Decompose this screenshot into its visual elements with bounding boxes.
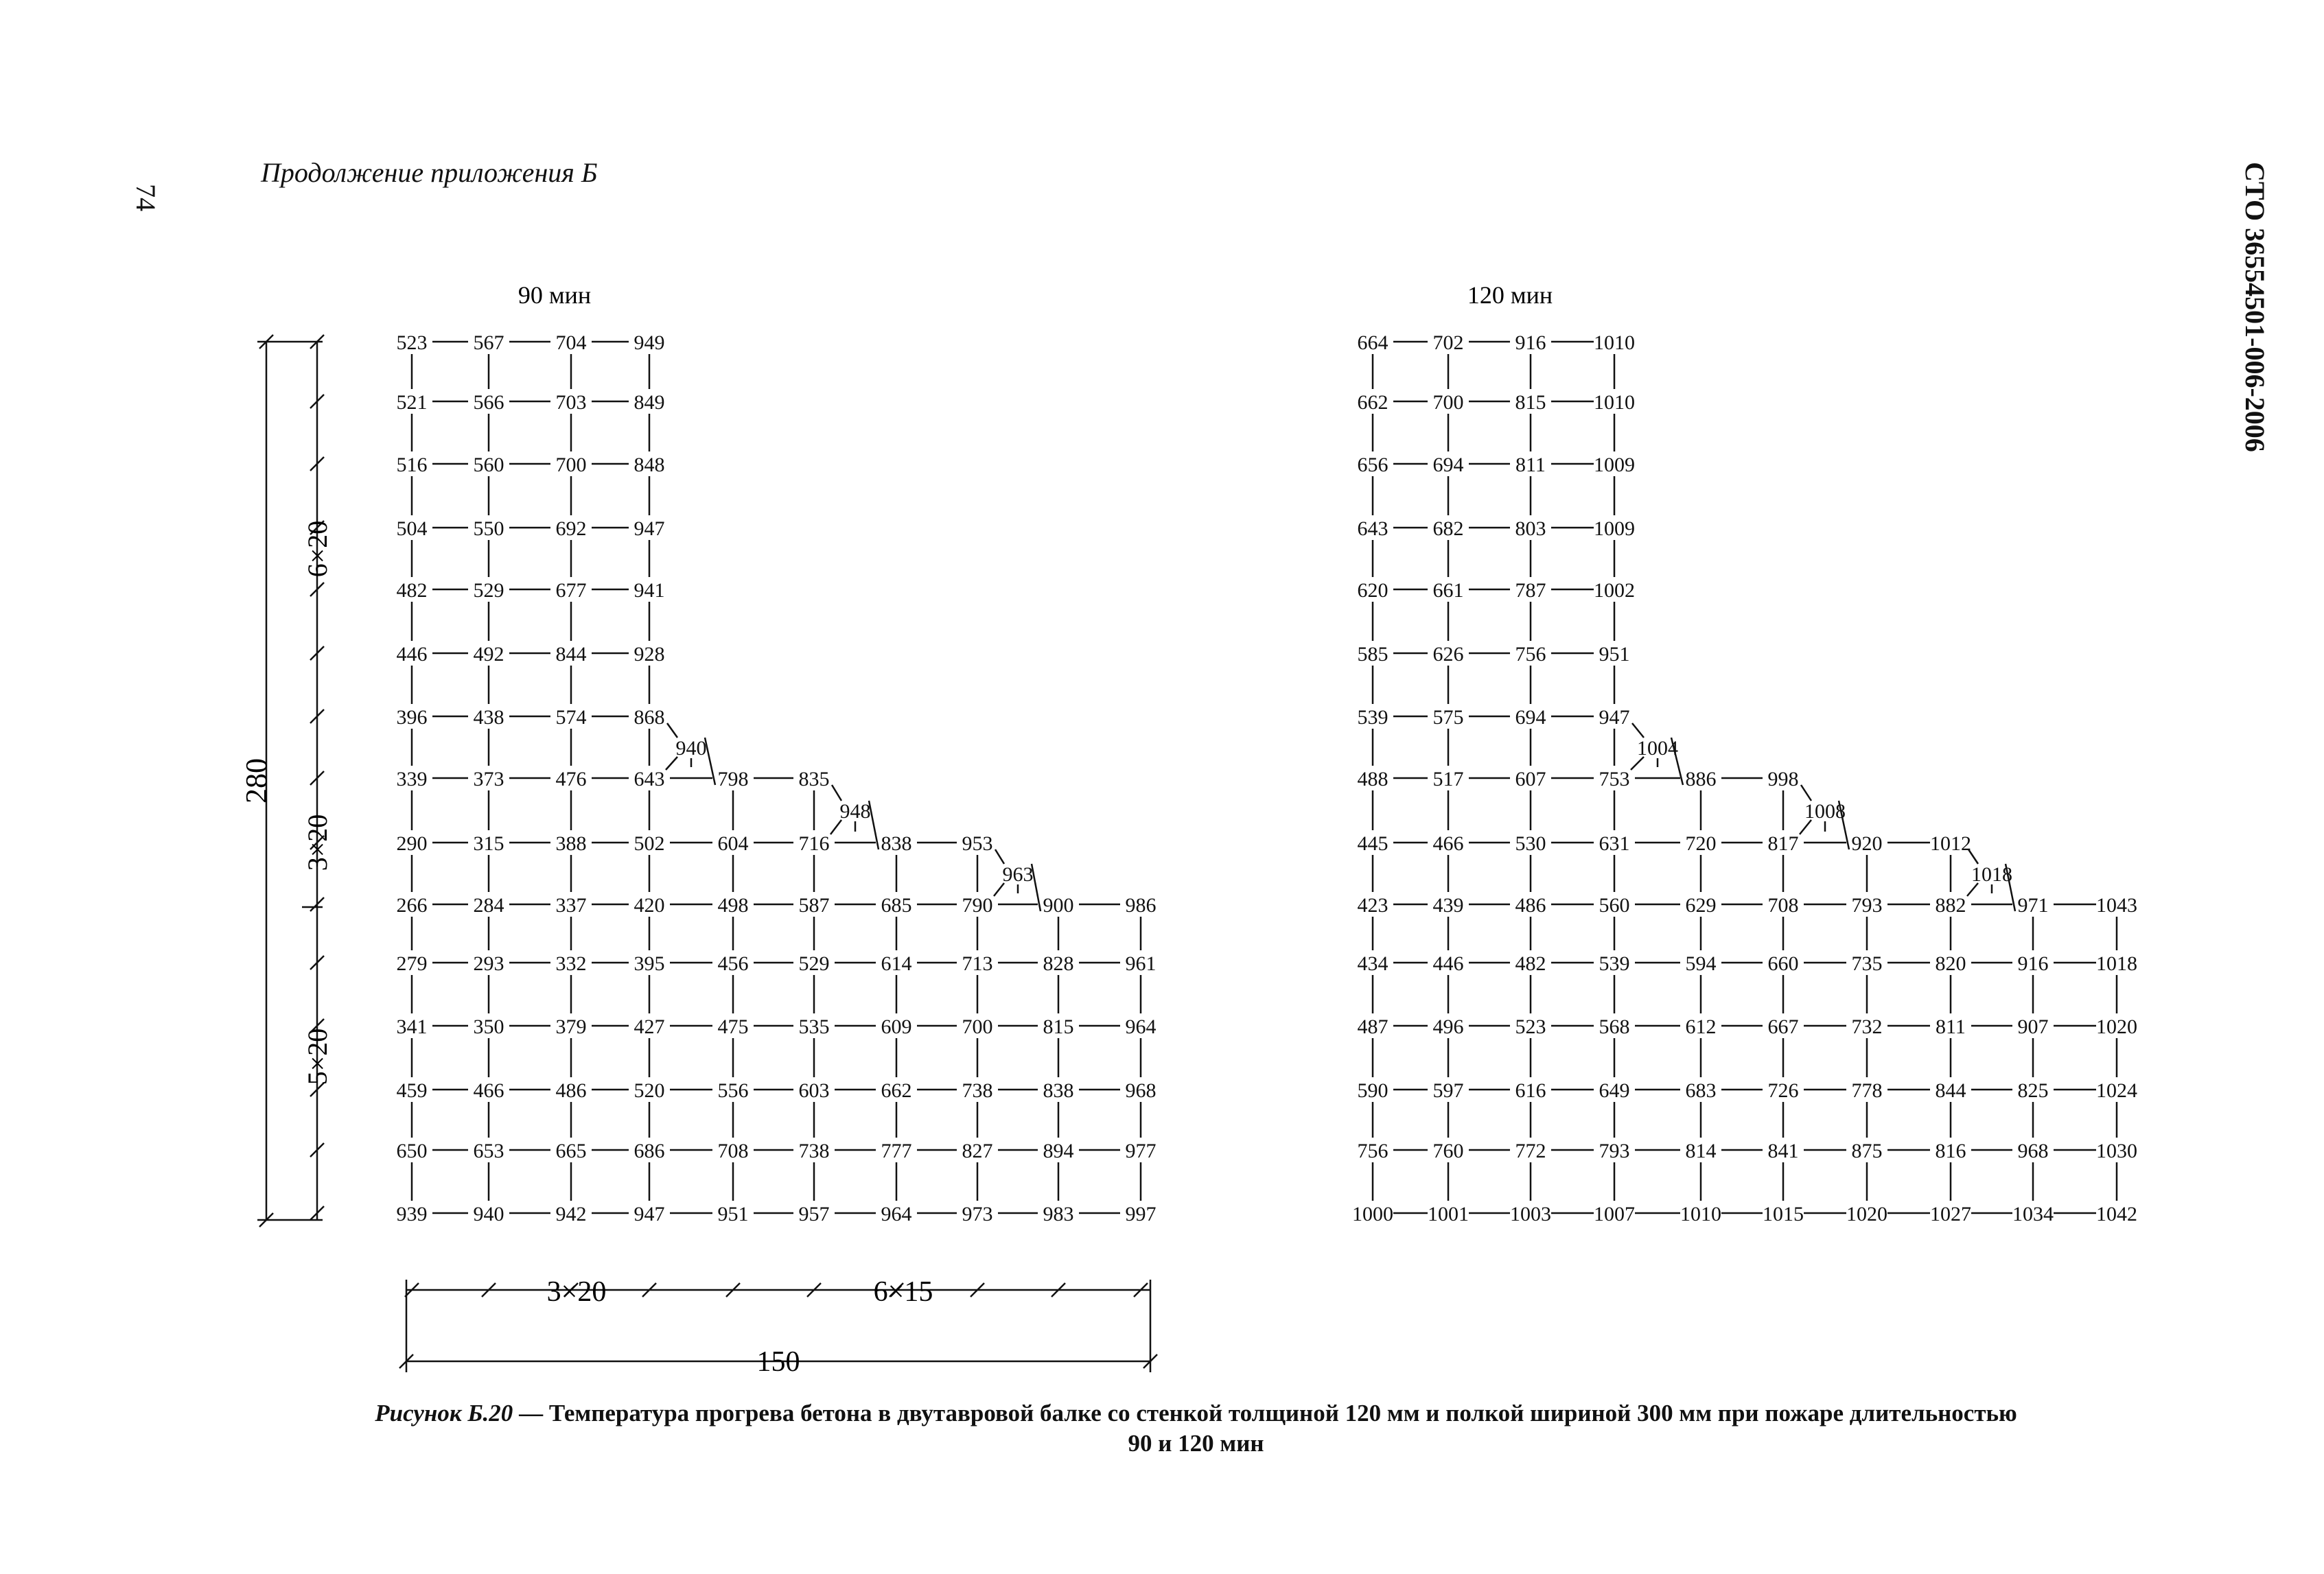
node-value: 886 bbox=[1685, 768, 1717, 790]
node-value: 907 bbox=[2017, 1015, 2049, 1038]
node-value: 560 bbox=[473, 454, 504, 476]
node-value: 825 bbox=[2017, 1079, 2049, 1102]
node-value: 817 bbox=[1767, 832, 1799, 855]
node-value: 1018 bbox=[2096, 952, 2137, 975]
node-value: 456 bbox=[717, 952, 749, 975]
node-value: 814 bbox=[1685, 1140, 1717, 1162]
dim-width-right: 6×15 bbox=[873, 1276, 933, 1308]
node-value: 968 bbox=[1125, 1079, 1157, 1102]
node-value: 947 bbox=[1599, 706, 1630, 729]
page-number: 74 bbox=[130, 184, 161, 211]
node-value: 396 bbox=[396, 706, 428, 729]
node-value: 350 bbox=[473, 1015, 504, 1038]
grid-title-90: 90 мин bbox=[518, 281, 592, 309]
slope-node-value: 1004 bbox=[1637, 737, 1678, 760]
node-value: 916 bbox=[1515, 331, 1546, 354]
node-value: 486 bbox=[1515, 894, 1546, 917]
node-value: 529 bbox=[473, 579, 504, 602]
node-value: 434 bbox=[1357, 952, 1388, 975]
node-value: 790 bbox=[962, 894, 993, 917]
node-value: 486 bbox=[555, 1079, 587, 1102]
node-value: 928 bbox=[634, 643, 665, 666]
dim-total-width: 150 bbox=[756, 1346, 800, 1378]
node-value: 560 bbox=[1599, 894, 1630, 917]
node-value: 1027 bbox=[1930, 1203, 1971, 1225]
node-value: 1043 bbox=[2096, 894, 2137, 917]
node-value: 502 bbox=[634, 832, 665, 855]
node-value: 523 bbox=[1515, 1015, 1546, 1038]
node-value: 662 bbox=[1357, 391, 1388, 414]
node-value: 798 bbox=[717, 768, 749, 790]
node-value: 803 bbox=[1515, 517, 1546, 540]
node-value: 594 bbox=[1685, 952, 1717, 975]
node-value: 616 bbox=[1515, 1079, 1546, 1102]
node-value: 973 bbox=[962, 1203, 993, 1225]
node-value: 664 bbox=[1357, 331, 1388, 354]
node-value: 677 bbox=[555, 579, 587, 602]
node-value: 539 bbox=[1357, 706, 1388, 729]
node-value: 629 bbox=[1685, 894, 1717, 917]
node-value: 702 bbox=[1432, 331, 1464, 354]
node-value: 720 bbox=[1685, 832, 1717, 855]
slope-node-value: 963 bbox=[1002, 863, 1034, 886]
node-value: 835 bbox=[798, 768, 830, 790]
node-value: 920 bbox=[1851, 832, 1883, 855]
node-value: 529 bbox=[798, 952, 830, 975]
node-value: 530 bbox=[1515, 832, 1546, 855]
node-value: 700 bbox=[555, 454, 587, 476]
node-value: 694 bbox=[1515, 706, 1546, 729]
node-value: 900 bbox=[1043, 894, 1074, 917]
node-value: 665 bbox=[555, 1140, 587, 1162]
node-value: 1042 bbox=[2096, 1203, 2137, 1225]
node-value: 482 bbox=[396, 579, 428, 602]
node-value: 1002 bbox=[1594, 579, 1635, 602]
node-value: 942 bbox=[555, 1203, 587, 1225]
node-value: 947 bbox=[634, 517, 665, 540]
node-value: 279 bbox=[396, 952, 428, 975]
node-value: 423 bbox=[1357, 894, 1388, 917]
node-value: 614 bbox=[881, 952, 912, 975]
node-value: 916 bbox=[2017, 952, 2049, 975]
node-value: 609 bbox=[881, 1015, 912, 1038]
standard-code: СТО 36554501-006-2006 bbox=[2240, 162, 2270, 452]
node-value: 793 bbox=[1851, 894, 1883, 917]
dim-total-height: 280 bbox=[240, 758, 273, 803]
node-value: 290 bbox=[396, 832, 428, 855]
node-value: 849 bbox=[634, 391, 665, 414]
node-value: 631 bbox=[1599, 832, 1630, 855]
node-value: 395 bbox=[634, 952, 665, 975]
node-value: 445 bbox=[1357, 832, 1388, 855]
node-value: 667 bbox=[1767, 1015, 1799, 1038]
node-value: 597 bbox=[1432, 1079, 1464, 1102]
node-value: 337 bbox=[555, 894, 587, 917]
node-value: 590 bbox=[1357, 1079, 1388, 1102]
node-value: 700 bbox=[1432, 391, 1464, 414]
node-value: 1001 bbox=[1428, 1203, 1469, 1225]
node-value: 756 bbox=[1515, 643, 1546, 666]
node-value: 517 bbox=[1432, 768, 1464, 790]
node-value: 427 bbox=[634, 1015, 665, 1038]
node-value: 997 bbox=[1125, 1203, 1157, 1225]
node-value: 535 bbox=[798, 1015, 830, 1038]
node-value: 459 bbox=[396, 1079, 428, 1102]
node-value: 939 bbox=[396, 1203, 428, 1225]
node-value: 446 bbox=[396, 643, 428, 666]
grid-title-120: 120 мин bbox=[1467, 281, 1553, 309]
node-value: 521 bbox=[396, 391, 428, 414]
node-value: 894 bbox=[1043, 1140, 1074, 1162]
slope-node-value: 1018 bbox=[1971, 863, 2012, 886]
node-value: 686 bbox=[634, 1140, 665, 1162]
node-value: 753 bbox=[1599, 768, 1630, 790]
page-header: Продолжение приложения Б bbox=[261, 157, 598, 188]
node-value: 556 bbox=[717, 1079, 749, 1102]
node-value: 947 bbox=[634, 1203, 665, 1225]
node-value: 777 bbox=[881, 1140, 912, 1162]
node-value: 951 bbox=[1599, 643, 1630, 666]
node-value: 482 bbox=[1515, 952, 1546, 975]
node-value: 332 bbox=[555, 952, 587, 975]
node-value: 466 bbox=[473, 1079, 504, 1102]
node-value: 772 bbox=[1515, 1140, 1546, 1162]
dim-web-pitch: 6×20 bbox=[302, 520, 333, 578]
node-value: 1020 bbox=[1846, 1203, 1887, 1225]
node-value: 793 bbox=[1599, 1140, 1630, 1162]
node-value: 656 bbox=[1357, 454, 1388, 476]
node-value: 539 bbox=[1599, 952, 1630, 975]
node-value: 660 bbox=[1767, 952, 1799, 975]
node-value: 815 bbox=[1515, 391, 1546, 414]
node-value: 438 bbox=[473, 706, 504, 729]
node-value: 575 bbox=[1432, 706, 1464, 729]
node-value: 568 bbox=[1599, 1015, 1630, 1038]
node-value: 520 bbox=[634, 1079, 665, 1102]
node-value: 811 bbox=[1515, 454, 1546, 476]
node-value: 339 bbox=[396, 768, 428, 790]
node-value: 504 bbox=[396, 517, 428, 540]
node-value: 964 bbox=[881, 1203, 912, 1225]
node-value: 341 bbox=[396, 1015, 428, 1038]
node-value: 951 bbox=[717, 1203, 749, 1225]
node-value: 643 bbox=[634, 768, 665, 790]
node-value: 1024 bbox=[2096, 1079, 2137, 1102]
node-value: 961 bbox=[1125, 952, 1157, 975]
node-value: 620 bbox=[1357, 579, 1388, 602]
node-value: 516 bbox=[396, 454, 428, 476]
node-value: 1012 bbox=[1930, 832, 1971, 855]
node-value: 998 bbox=[1767, 768, 1799, 790]
node-value: 940 bbox=[473, 1203, 504, 1225]
node-value: 1009 bbox=[1594, 454, 1635, 476]
node-value: 828 bbox=[1043, 952, 1074, 975]
node-value: 735 bbox=[1851, 952, 1883, 975]
node-value: 953 bbox=[962, 832, 993, 855]
node-value: 682 bbox=[1432, 517, 1464, 540]
node-value: 653 bbox=[473, 1140, 504, 1162]
node-value: 700 bbox=[962, 1015, 993, 1038]
dim-mid-pitch: 3×20 bbox=[302, 814, 333, 871]
node-value: 487 bbox=[1357, 1015, 1388, 1038]
node-value: 475 bbox=[717, 1015, 749, 1038]
node-value: 694 bbox=[1432, 454, 1464, 476]
node-value: 587 bbox=[798, 894, 830, 917]
node-value: 439 bbox=[1432, 894, 1464, 917]
node-value: 315 bbox=[473, 832, 504, 855]
node-value: 1010 bbox=[1594, 391, 1635, 414]
node-value: 968 bbox=[2017, 1140, 2049, 1162]
node-value: 838 bbox=[881, 832, 912, 855]
node-value: 778 bbox=[1851, 1079, 1883, 1102]
node-value: 827 bbox=[962, 1140, 993, 1162]
node-value: 683 bbox=[1685, 1079, 1717, 1102]
node-value: 787 bbox=[1515, 579, 1546, 602]
caption-text-line2: 90 и 120 мин bbox=[1128, 1430, 1264, 1457]
node-value: 373 bbox=[473, 768, 504, 790]
node-value: 838 bbox=[1043, 1079, 1074, 1102]
node-value: 1030 bbox=[2096, 1140, 2137, 1162]
node-value: 977 bbox=[1125, 1140, 1157, 1162]
node-value: 492 bbox=[473, 643, 504, 666]
node-value: 1034 bbox=[2012, 1203, 2054, 1225]
node-value: 476 bbox=[555, 768, 587, 790]
node-value: 692 bbox=[555, 517, 587, 540]
node-value: 971 bbox=[2017, 894, 2049, 917]
node-value: 941 bbox=[634, 579, 665, 602]
node-value: 1015 bbox=[1763, 1203, 1804, 1225]
node-value: 841 bbox=[1767, 1140, 1799, 1162]
node-value: 650 bbox=[396, 1140, 428, 1162]
node-value: 868 bbox=[634, 706, 665, 729]
slope-node-value: 948 bbox=[839, 800, 871, 823]
node-value: 643 bbox=[1357, 517, 1388, 540]
figure-caption bbox=[254, 1398, 2138, 1459]
node-value: 816 bbox=[1935, 1140, 1966, 1162]
node-value: 844 bbox=[1935, 1079, 1966, 1102]
node-value: 732 bbox=[1851, 1015, 1883, 1038]
dim-bottom-pitch: 5×20 bbox=[302, 1028, 333, 1085]
dim-width-left: 3×20 bbox=[546, 1276, 607, 1308]
node-value: 388 bbox=[555, 832, 587, 855]
node-value: 284 bbox=[473, 894, 504, 917]
node-value: 661 bbox=[1432, 579, 1464, 602]
node-value: 983 bbox=[1043, 1203, 1074, 1225]
slope-node-value: 1008 bbox=[1804, 800, 1846, 823]
node-value: 713 bbox=[962, 952, 993, 975]
node-value: 466 bbox=[1432, 832, 1464, 855]
node-value: 585 bbox=[1357, 643, 1388, 666]
node-value: 882 bbox=[1935, 894, 1966, 917]
node-value: 626 bbox=[1432, 643, 1464, 666]
node-value: 716 bbox=[798, 832, 830, 855]
caption-dash: — bbox=[519, 1400, 544, 1426]
node-value: 756 bbox=[1357, 1140, 1388, 1162]
node-value: 949 bbox=[634, 331, 665, 354]
node-value: 708 bbox=[1767, 894, 1799, 917]
node-value: 607 bbox=[1515, 768, 1546, 790]
node-value: 266 bbox=[396, 894, 428, 917]
node-value: 964 bbox=[1125, 1015, 1157, 1038]
node-value: 726 bbox=[1767, 1079, 1799, 1102]
node-value: 703 bbox=[555, 391, 587, 414]
node-value: 986 bbox=[1125, 894, 1157, 917]
node-value: 1010 bbox=[1680, 1203, 1721, 1225]
node-value: 446 bbox=[1432, 952, 1464, 975]
node-value: 957 bbox=[798, 1203, 830, 1225]
node-value: 844 bbox=[555, 643, 587, 666]
caption-label: Рисунок Б.20 bbox=[375, 1400, 513, 1426]
node-value: 1007 bbox=[1594, 1203, 1635, 1225]
node-value: 566 bbox=[473, 391, 504, 414]
node-value: 1020 bbox=[2096, 1015, 2137, 1038]
node-value: 704 bbox=[555, 331, 587, 354]
caption-text: Температура прогрева бетона в двутавровой балке со стенкой толщиной 120 мм и полкой шириной 300 мм при пожаре длительностью bbox=[548, 1400, 2017, 1426]
slope-node-value: 940 bbox=[675, 737, 707, 760]
node-value: 1009 bbox=[1594, 517, 1635, 540]
dimension-lines bbox=[257, 342, 1150, 1372]
node-value: 811 bbox=[1936, 1015, 1966, 1038]
node-value: 498 bbox=[717, 894, 749, 917]
node-value: 685 bbox=[881, 894, 912, 917]
node-value: 848 bbox=[634, 454, 665, 476]
node-value: 612 bbox=[1685, 1015, 1717, 1038]
node-value: 708 bbox=[717, 1140, 749, 1162]
node-value: 379 bbox=[555, 1015, 587, 1038]
node-value: 760 bbox=[1432, 1140, 1464, 1162]
node-value: 523 bbox=[396, 331, 428, 354]
node-value: 1010 bbox=[1594, 331, 1635, 354]
node-value: 738 bbox=[962, 1079, 993, 1102]
node-value: 293 bbox=[473, 952, 504, 975]
node-value: 649 bbox=[1599, 1079, 1630, 1102]
node-value: 662 bbox=[881, 1079, 912, 1102]
node-value: 820 bbox=[1935, 952, 1966, 975]
node-value: 567 bbox=[473, 331, 504, 354]
node-value: 1003 bbox=[1510, 1203, 1551, 1225]
node-value: 550 bbox=[473, 517, 504, 540]
node-value: 1000 bbox=[1352, 1203, 1393, 1225]
node-value: 604 bbox=[717, 832, 749, 855]
node-value: 875 bbox=[1851, 1140, 1883, 1162]
node-value: 738 bbox=[798, 1140, 830, 1162]
node-value: 420 bbox=[634, 894, 665, 917]
node-value: 815 bbox=[1043, 1015, 1074, 1038]
node-value: 496 bbox=[1432, 1015, 1464, 1038]
node-value: 488 bbox=[1357, 768, 1388, 790]
node-value: 574 bbox=[555, 706, 587, 729]
node-value: 603 bbox=[798, 1079, 830, 1102]
